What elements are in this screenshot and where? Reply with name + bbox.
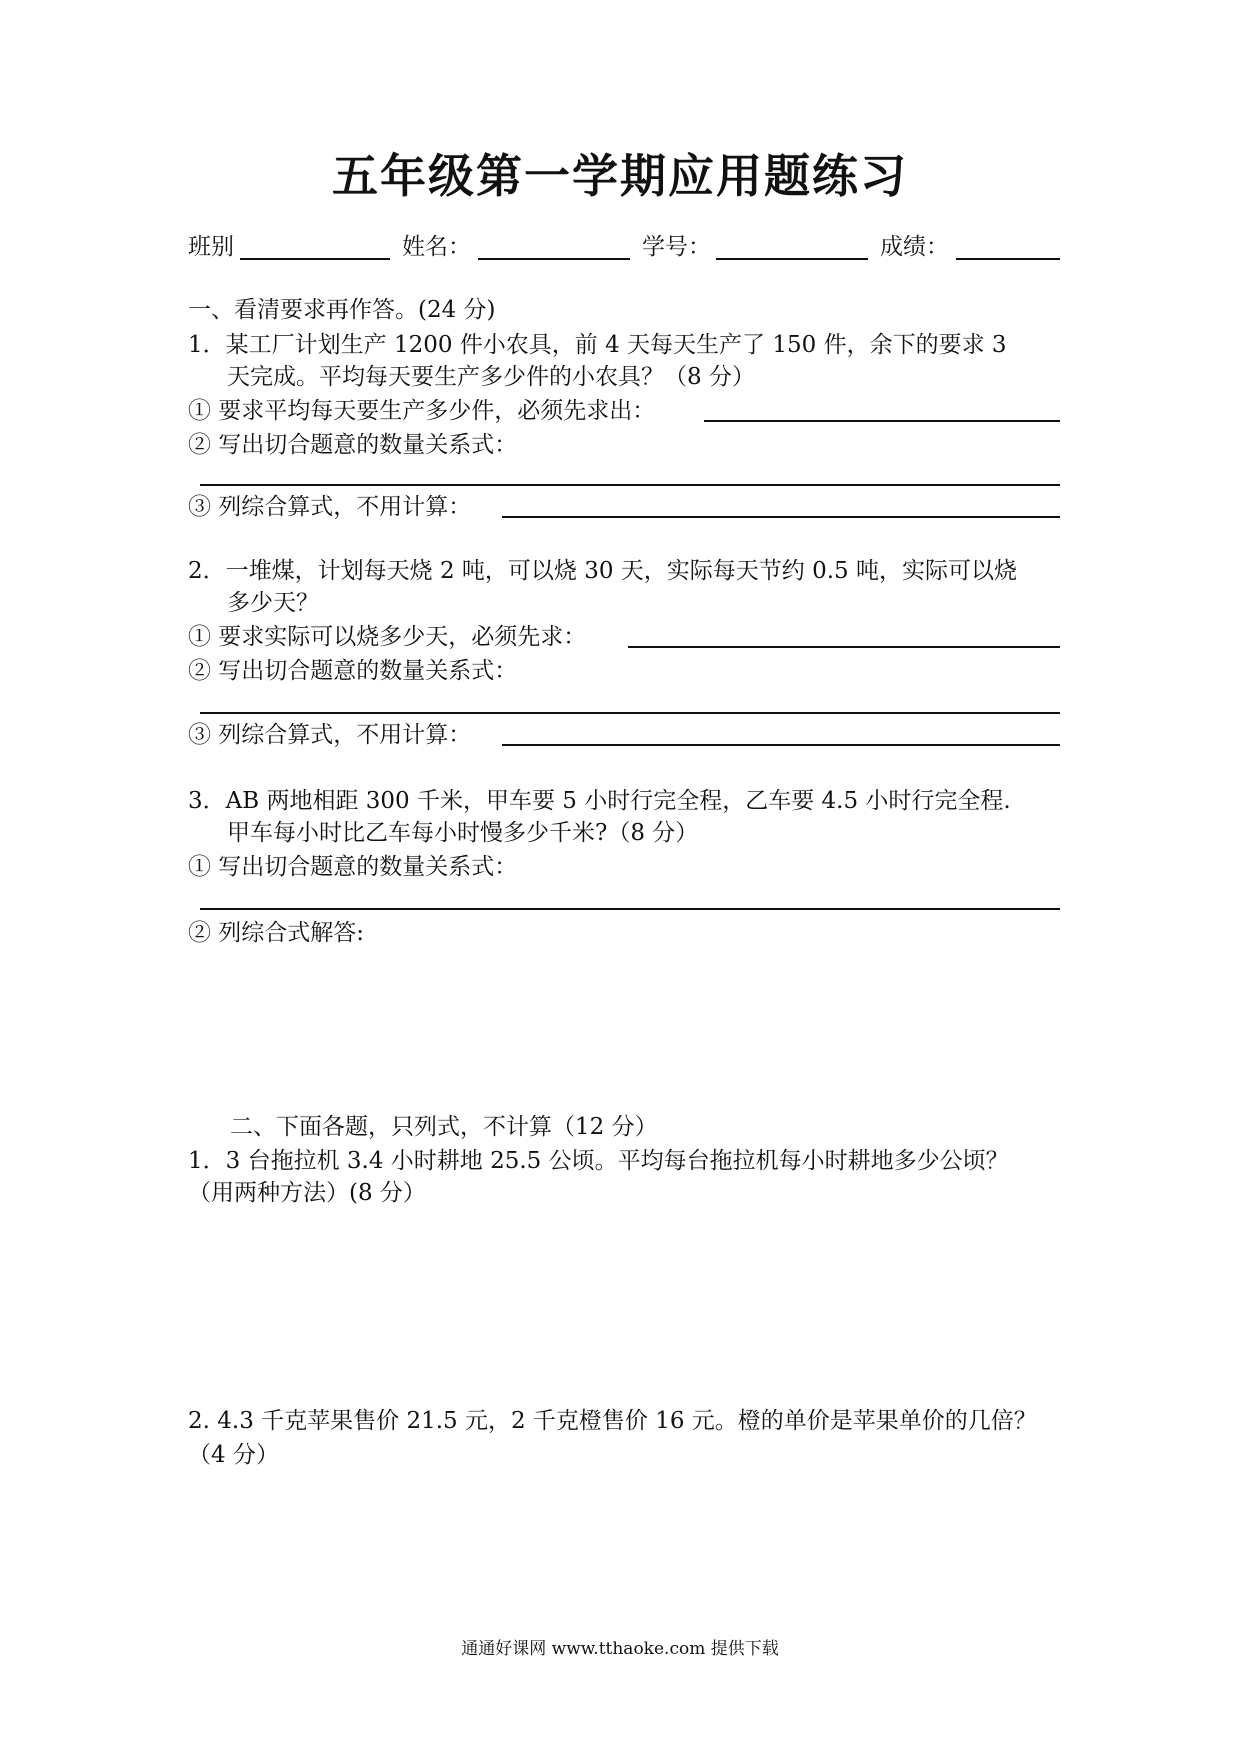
q1-answer-a-line[interactable]: [704, 420, 1060, 422]
q2-prompt-c: ③ 列综合算式，不用计算：: [188, 722, 472, 748]
q1-prompt-a: ① 要求平均每天要生产多少件，必须先求出：: [188, 398, 656, 424]
section-1-heading: 一、看清要求再作答。(24 分): [188, 297, 496, 323]
id-field[interactable]: [716, 258, 868, 260]
name-label: 姓名：: [402, 234, 471, 260]
q3-prompt-b: ② 列综合式解答:: [188, 920, 365, 946]
q3-text-line2: 甲车每小时比乙车每小时慢多少千米?（8 分）: [227, 820, 699, 846]
q2-answer-c-line[interactable]: [502, 744, 1060, 746]
q1-text-line1: 1．某工厂计划生产 1200 件小农具，前 4 天每天生产了 150 件，余下的要求 3: [188, 332, 1007, 358]
q3-prompt-a: ① 写出切合题意的数量关系式：: [188, 854, 518, 880]
q1-answer-c-line[interactable]: [502, 516, 1060, 518]
s2-q2-text-line1: 2. 4.3 千克苹果售价 21.5 元，2 千克橙售价 16 元。橙的单价是苹果单价的几倍？: [188, 1408, 1037, 1434]
page-title: 五年级第一学期应用题练习: [332, 149, 908, 203]
q2-text-line2: 多少天？: [227, 590, 319, 616]
q2-answer-b-line[interactable]: [200, 712, 1060, 714]
q3-answer-a-line[interactable]: [200, 908, 1060, 910]
id-label: 学号：: [642, 234, 711, 260]
q1-text-line2: 天完成。平均每天要生产多少件的小农具？（8 分）: [227, 364, 755, 390]
q2-prompt-a: ① 要求实际可以烧多少天，必须先求：: [188, 624, 587, 650]
q1-answer-b-line[interactable]: [200, 484, 1060, 486]
score-field[interactable]: [956, 258, 1060, 260]
q1-prompt-b: ② 写出切合题意的数量关系式：: [188, 432, 518, 458]
q2-answer-a-line[interactable]: [628, 646, 1060, 648]
class-label: 班别: [188, 234, 234, 260]
section-2-heading: 二、下面各题，只列式，不计算（12 分）: [230, 1114, 658, 1140]
footer-source: 通通好课网 www.tthaoke.com 提供下载: [461, 1639, 779, 1659]
q1-prompt-c: ③ 列综合算式，不用计算：: [188, 494, 472, 520]
score-label: 成绩：: [880, 234, 949, 260]
q2-prompt-b: ② 写出切合题意的数量关系式：: [188, 658, 518, 684]
q2-text-line1: 2．一堆煤，计划每天烧 2 吨，可以烧 30 天，实际每天节约 0.5 吨，实际可以烧: [188, 558, 1017, 584]
name-field[interactable]: [478, 258, 630, 260]
class-field[interactable]: [240, 258, 390, 260]
s2-q1-text-line1: 1．3 台拖拉机 3.4 小时耕地 25.5 公顷。平均每台拖拉机每小时耕地多少公顷？: [188, 1148, 1009, 1174]
q3-text-line1: 3．AB 两地相距 300 千米，甲车要 5 小时行完全程，乙车要 4.5 小时行完全程.: [188, 788, 1011, 814]
s2-q2-text-line2: （4 分）: [188, 1442, 279, 1468]
s2-q1-text-line2: （用两种方法）(8 分）: [188, 1180, 426, 1206]
